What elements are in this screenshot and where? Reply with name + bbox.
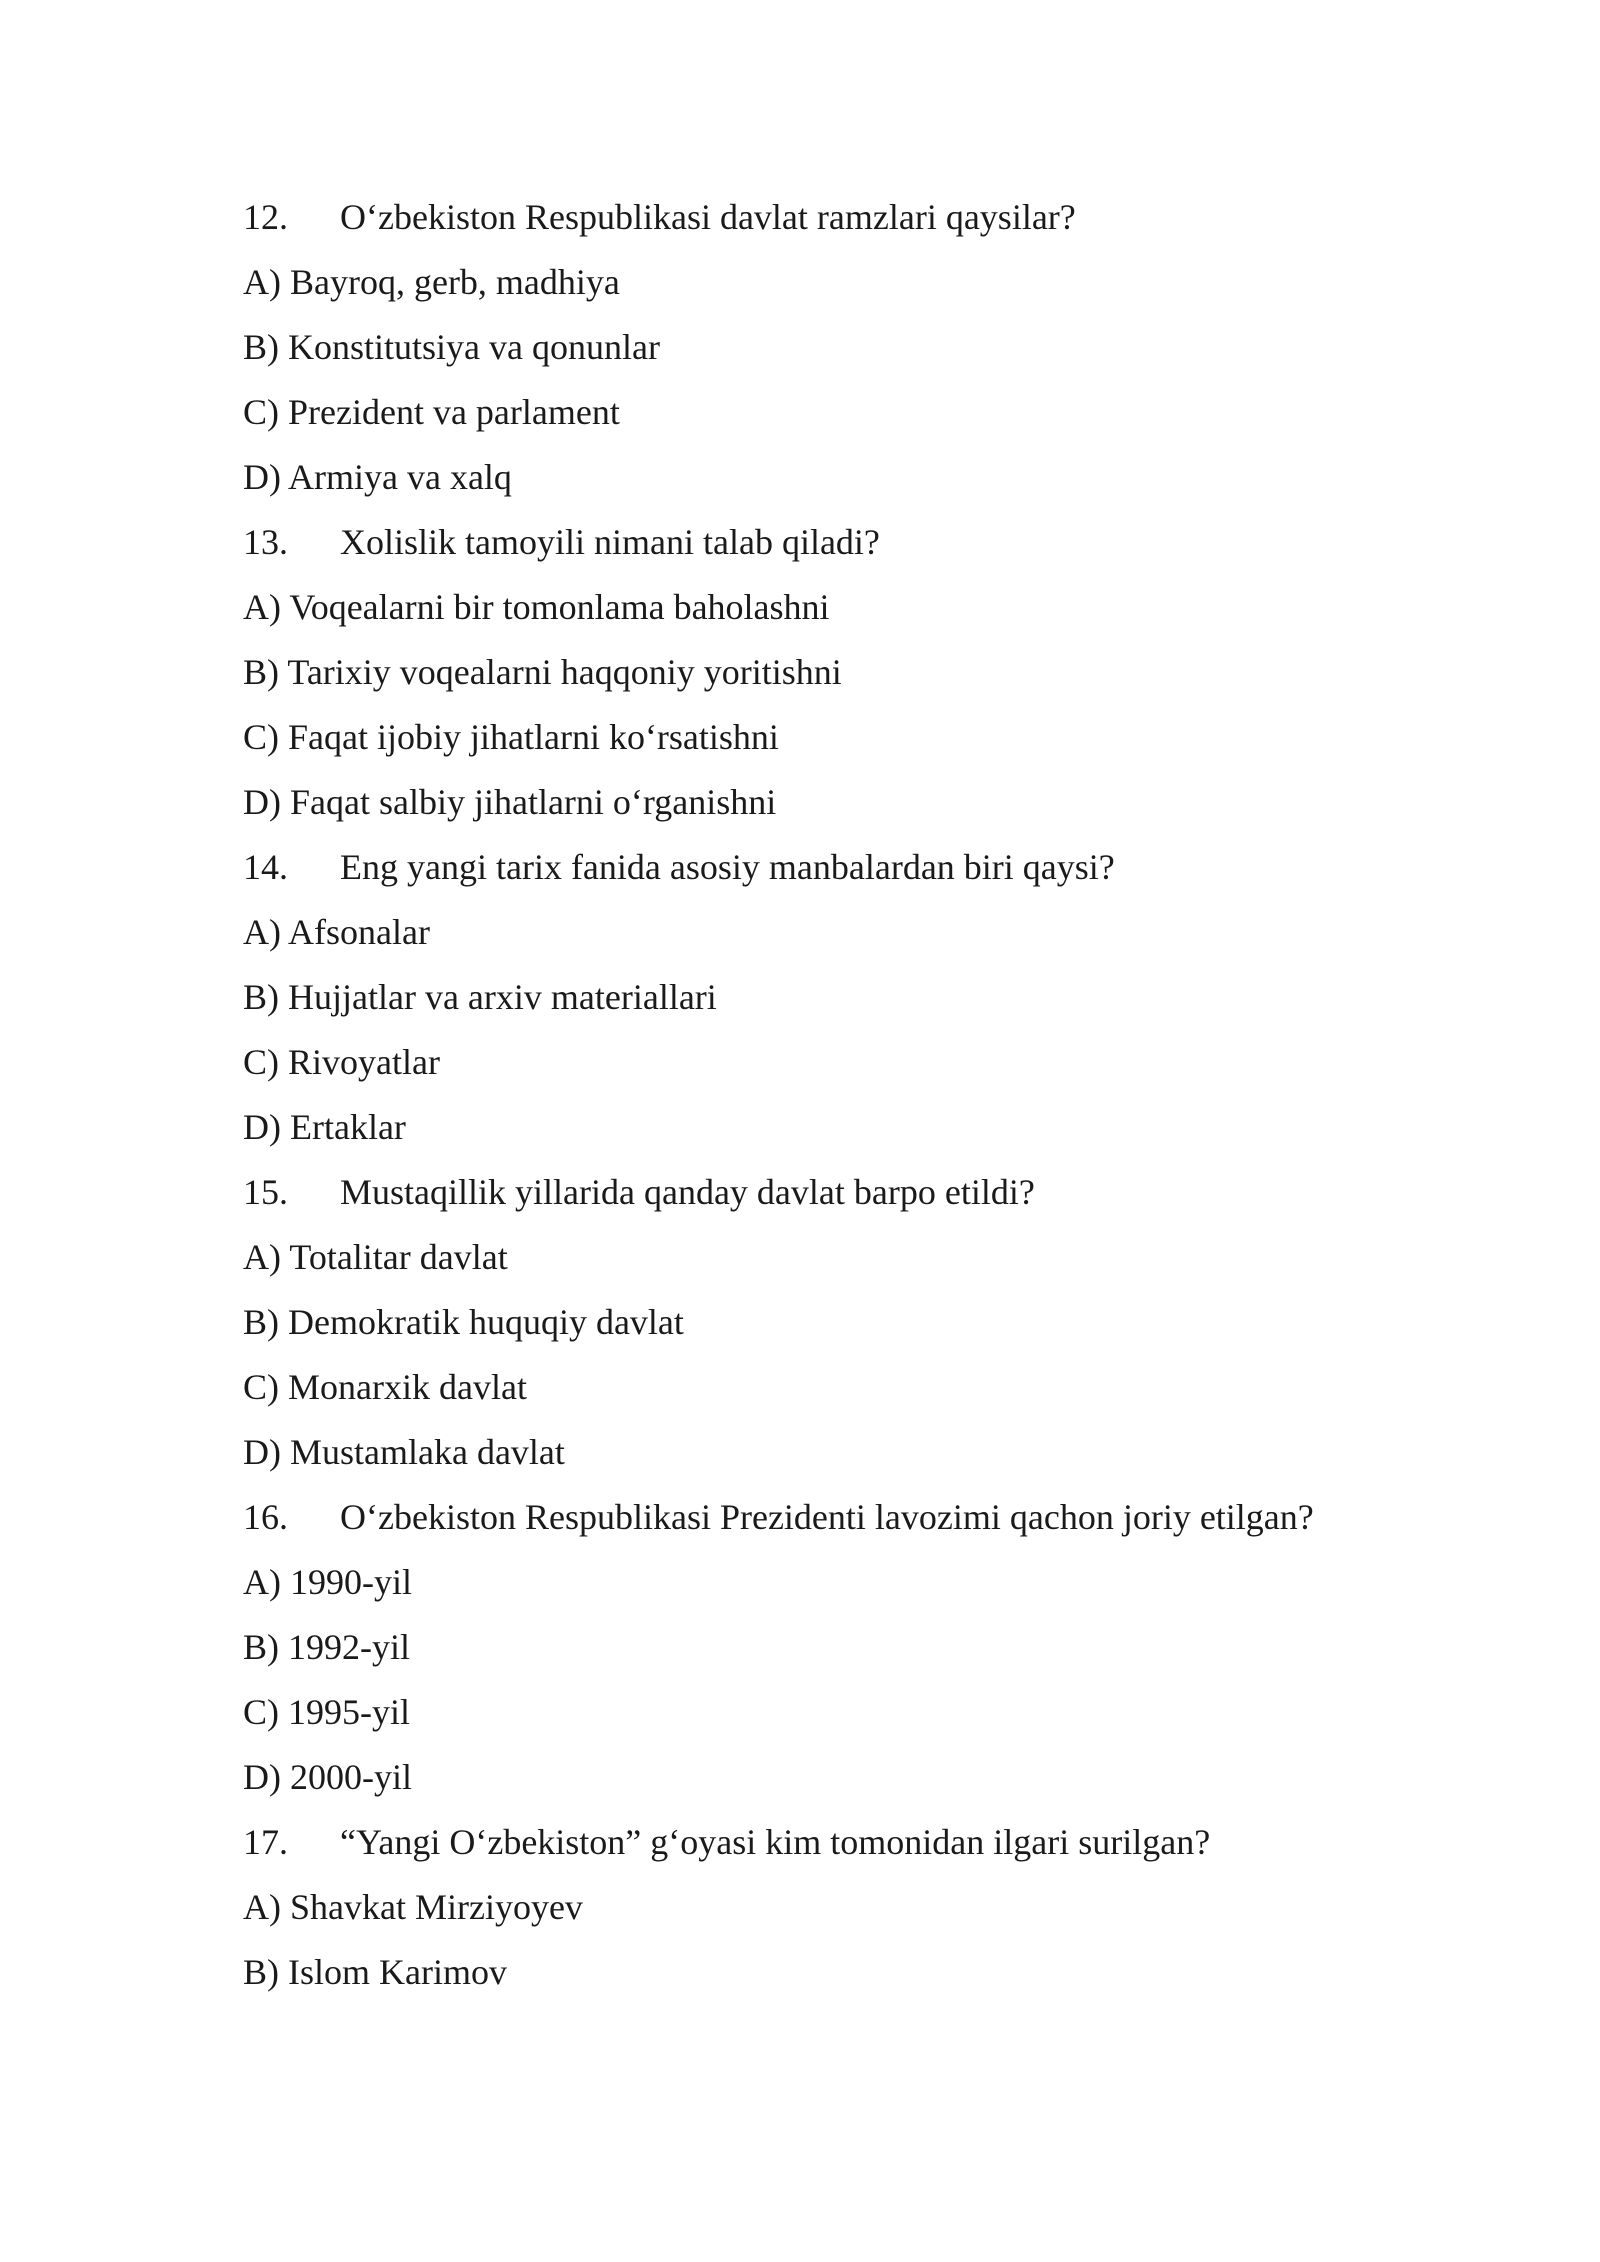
answer-option: D) Mustamlaka davlat bbox=[243, 1432, 565, 1472]
question-number: 16. bbox=[243, 1497, 288, 1537]
answer-option: D) Faqat salbiy jihatlarni o‘rganishni bbox=[243, 782, 777, 822]
question-text: O‘zbekiston Respublikasi Prezidenti lavozimi qachon joriy etilgan? bbox=[340, 1497, 1314, 1537]
question-number: 12. bbox=[243, 197, 288, 237]
answer-option: D) Armiya va xalq bbox=[243, 457, 512, 497]
answer-option: A) Bayroq, gerb, madhiya bbox=[243, 262, 620, 302]
answer-option: A) Shavkat Mirziyoyev bbox=[243, 1887, 583, 1927]
question-text: Mustaqillik yillarida qanday davlat barpo etildi? bbox=[340, 1172, 1035, 1212]
answer-option: C) Faqat ijobiy jihatlarni ko‘rsatishni bbox=[243, 717, 779, 757]
question-15 bbox=[243, 1165, 1423, 1230]
answer-option: B) Konstitutsiya va qonunlar bbox=[243, 327, 660, 367]
answer-option: A) Voqealarni bir tomonlama baholashni bbox=[243, 587, 830, 627]
question-17 bbox=[243, 1815, 1423, 1880]
question-number: 14. bbox=[243, 847, 288, 887]
question-text: Xolislik tamoyili nimani talab qiladi? bbox=[340, 522, 880, 562]
answer-option: A) Totalitar davlat bbox=[243, 1237, 508, 1277]
question-text: O‘zbekiston Respublikasi davlat ramzlari qaysilar? bbox=[340, 197, 1076, 237]
answer-option: B) Islom Karimov bbox=[243, 1952, 507, 1992]
answer-option: C) Prezident va parlament bbox=[243, 392, 620, 432]
answer-option: C) 1995-yil bbox=[243, 1692, 410, 1732]
question-number: 17. bbox=[243, 1822, 288, 1862]
answer-option: B) Hujjatlar va arxiv materiallari bbox=[243, 977, 717, 1017]
question-number: 13. bbox=[243, 522, 288, 562]
answer-option: C) Rivoyatlar bbox=[243, 1042, 440, 1082]
question-14 bbox=[243, 840, 1423, 905]
answer-option: B) Tarixiy voqealarni haqqoniy yoritishni bbox=[243, 652, 842, 692]
answer-option: D) 2000-yil bbox=[243, 1757, 412, 1797]
answer-option: A) Afsonalar bbox=[243, 912, 430, 952]
question-12 bbox=[243, 190, 1423, 255]
question-13 bbox=[243, 515, 1423, 580]
question-text: Eng yangi tarix fanida asosiy manbalardan biri qaysi? bbox=[340, 847, 1115, 887]
answer-option: C) Monarxik davlat bbox=[243, 1367, 527, 1407]
answer-option: A) 1990-yil bbox=[243, 1562, 412, 1602]
answer-option: B) 1992-yil bbox=[243, 1627, 410, 1667]
answer-option: D) Ertaklar bbox=[243, 1107, 406, 1147]
question-text: “Yangi O‘zbekiston” g‘oyasi kim tomonidan ilgari surilgan? bbox=[340, 1822, 1211, 1862]
question-number: 15. bbox=[243, 1172, 288, 1212]
question-16 bbox=[243, 1490, 1423, 1555]
answer-option: B) Demokratik huquqiy davlat bbox=[243, 1302, 684, 1342]
document-page bbox=[243, 190, 1423, 2010]
